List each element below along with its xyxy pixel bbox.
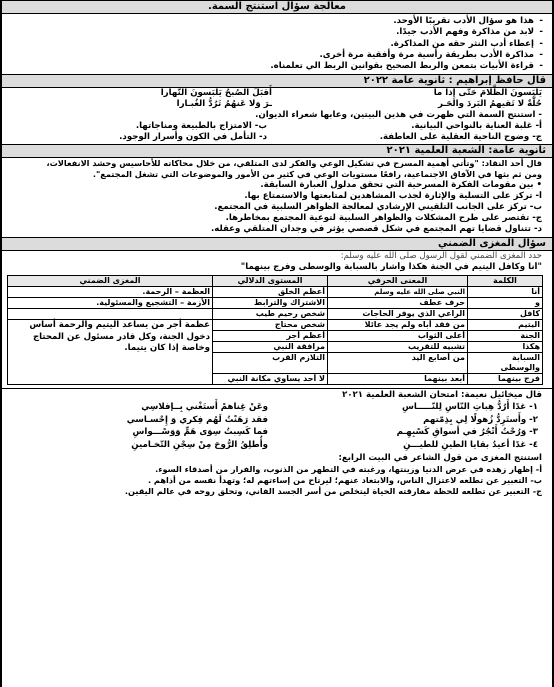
option-c: ج- تقتصر على طرح المشكلات والظواهر السلبية لتوعية المجتمع بمخاطرها.: [225, 213, 542, 224]
column-header: المغزى الضمني: [8, 276, 213, 287]
answer-a: أ- إظهار زهده في عرض الدنيا وزينتها، ورغبته في التطهر من الذنوب، والفرار من أصدقاء السوء.: [155, 464, 542, 475]
options-row: [2, 121, 552, 132]
quote-line: قال أحد النقاد: "وتأتي أهمية المسرح في تشكيل الوعي والفكر لدى المتلقي، من خلال محاكاته للأحاسيس وحشد الانفعالات،: [46, 158, 542, 169]
column-header: المعنى الحرفي: [328, 276, 468, 287]
option-b: ب- الامتزاج بالطبيعة ومناجاتها.: [135, 121, 267, 132]
option-a: أ- غلبة العناية بالنواحي البيانية.: [411, 121, 542, 132]
quote-line: ومن ثم بثها في الآفاق الاجتماعية، رافعًا مستويات الوعي في كثير من الأمور والموضوعات التي تشغل المجتمع".: [92, 169, 542, 180]
verse-second-half: ـرَ وَلا عَنهُمُ تَرُدُّ الغُبـارا: [176, 99, 272, 110]
poem-verse: [2, 414, 552, 427]
option-a: أ- تركز على التسلية والإثارة لجذب المشاهدين لمتابعتها والاستمتاع بها.: [244, 191, 542, 202]
cell: أعلى الثواب: [328, 331, 468, 342]
option-c: ج- وضوح الناحية العقلية على العاطفة.: [379, 132, 542, 143]
cell: السبابة والوسطى: [468, 353, 543, 374]
option-d: د- التأمل في الكون وأسرار الوجود.: [119, 132, 267, 143]
section-title-theater: ثانوية عامة: الشعبة العلمية ٢٠٢١: [2, 144, 552, 158]
answer-c: ج- التعبير عن تطلعه للحظة مفارقته الحياة ليتخلص من أسر الجسد الفاني، وتحلق روحه في عالم اليقين.: [124, 486, 542, 497]
answer-b: ب- التعبير عن تطلعه لاعتزال الناس، والابتعاد عنهم؛ ليرتاح من إساءتهم له؛ وتهدأ نفسه من أذاهم .: [147, 475, 542, 486]
cell: شخص رحيم طيب: [213, 309, 328, 320]
tips-list: [2, 16, 552, 72]
cell: أنا: [468, 287, 543, 298]
tip-item: - هذا هو سؤال الأدب تقريبًا الأوحد.: [2, 16, 534, 27]
table-header-row: [8, 276, 543, 287]
verse-second-half: وأُطلِقُ الرُّوحَ مِنْ سِجْنِ التّخـامينِ: [131, 439, 268, 450]
verse-first-half: يَلبَسونَ الظَّلامَ حَتّى إِذا ما: [433, 88, 542, 99]
tip-item: - قراءة الأبيات بتمعن والربط الصحيح بقوانين الربط الي تعلمناه.: [2, 61, 534, 72]
cell: شخص محتاج: [213, 320, 328, 331]
verse-second-half: فقد رَهَنْتُ لَهُم فِكري وَ إِحْسـاسي: [126, 414, 268, 425]
cell: النبي صلى الله عليه وسلم: [328, 287, 468, 298]
poem-verse: [2, 401, 552, 414]
table-row: [8, 287, 543, 298]
cell: أعظم أجر: [213, 331, 328, 342]
cell: أبعد بينهما: [328, 374, 468, 385]
poem-verse: [2, 439, 552, 452]
column-header: الكلمة: [468, 276, 543, 287]
section-title-naimy: قال ميخائيل نعيمة: امتحان الشعبة العلمية ٢٠٢١: [2, 388, 552, 401]
question-text: - استنتج السمة التي ظهرت في هذين البيتين، وعابها شعراء الديوان.: [255, 110, 542, 121]
verse-first-half: ٤- غدًا أعيدُ بقايا الطينِ للطيـــنِ: [403, 439, 538, 450]
tip-item: - مذاكرة الأدب بطريقة رأسية مرة وأفقية مرة أخرى.: [2, 50, 534, 61]
verse-first-half: ٢- وأَستَرِدُّ زُهولًا لِي بِذِمّتهم: [423, 414, 538, 425]
cell: الراعي الذي يوفر الحاجات: [328, 309, 468, 320]
poem-verse: [2, 99, 552, 110]
cell: مرافقة النبي: [213, 342, 328, 353]
options-row: [2, 132, 552, 143]
cell: أعظم الخلق: [213, 287, 328, 298]
section-title-trait: معالجة سؤال استنتج السمة.: [2, 0, 552, 14]
cell: لا أحد يساوي مكانة النبي: [213, 374, 328, 385]
tip-item: - لابد من مذاكرة وفهم الأدب جيدًا.: [2, 27, 534, 38]
verse-first-half: ١- غدًا أَرُدُّ هِباتِ النّاسِ لِلنّـــــاسِ: [402, 402, 538, 413]
cell: اليتيم: [468, 320, 543, 331]
column-header: المستوى الدلالي: [213, 276, 328, 287]
verse-first-half: حُلَّةٌ لا تَقيهمُ البَردَ والحَـر: [437, 99, 542, 110]
verse-second-half: فما كَسِبتُ سِوَى هَمٍّ وَوَسْـــواسِ: [132, 427, 268, 438]
table-row: [8, 298, 543, 309]
table-row: [8, 320, 543, 331]
verse-second-half: وعَنْ غِناهمْ أَستَغْني بِــإفلاسِي: [141, 402, 268, 413]
table-row: [8, 309, 543, 320]
cell: تشبيه للتقريب: [328, 342, 468, 353]
cell: الجنة: [468, 331, 543, 342]
intro-text: حدد المغزى الضمني لقول الرسول صلى الله عليه وسلم:: [340, 251, 542, 262]
cell-empty: [8, 309, 213, 320]
cell: هكذا: [468, 342, 543, 353]
section-title-implied-meaning: سؤال المغزى الضمني: [2, 237, 552, 251]
cell: فرج بينهما: [468, 374, 543, 385]
poem-verse: [2, 88, 552, 99]
cell: حرف عطف: [328, 298, 468, 309]
verse-first-half: ٣- وَرُحْتُ أَتْجُرُ في أسواقِ كَسْبِهِـم: [396, 427, 538, 438]
poem-verse: [2, 426, 552, 439]
cell: من أصابع اليد: [328, 353, 468, 374]
cell: كافل: [468, 309, 543, 320]
option-b: ب- تركز على الجانب التلقيني الإرشادي لمعالجة الظواهر السلبية في المجتمع.: [214, 202, 542, 213]
cell: العظمة – الرحمة.: [8, 287, 213, 298]
cell: الاشتراك والترابط: [213, 298, 328, 309]
option-d: د- تتناول قضايا تهم المجتمع في شكل قصصي يؤثر في وجدان المتلقي وعقله.: [210, 224, 542, 235]
meaning-table: [7, 275, 543, 385]
cell: من فقد أباه ولم يجد عائلا: [328, 320, 468, 331]
cell: التلازم القرب: [213, 353, 328, 374]
hadith-quote: "أنا وكافل اليتيم في الجنة هكذا وأشار بالسبابة والوسطى وفرج بينهما": [240, 262, 542, 273]
tip-item: - إعطاء أدب النثر حقه من المذاكرة.: [2, 39, 534, 50]
question-text: استنتج المغزى من قول الشاعر في البيت الرابع:: [338, 453, 542, 464]
cell: و: [468, 298, 543, 309]
merged-meaning-cell: عظمة أجر من يساعد اليتيم والرحمة أساس دخول الجنة، وكل قادر مسئول عن المحتاج وخاصة إذا كان يتيما.: [8, 320, 213, 385]
cell: الأزمة – التشجيع والمسئولية.: [8, 298, 213, 309]
question-text: • بين مقومات الفكرة المسرحية التي تحقق مدلول العبارة السابقة.: [260, 180, 542, 191]
verse-second-half: أَقبَلَ الصُبحُ يَلبَسونَ النَّهارا: [160, 88, 272, 99]
section-title-hafez: قال حافظ إبراهيم : ثانوية عامة ٢٠٢٢: [2, 74, 552, 88]
